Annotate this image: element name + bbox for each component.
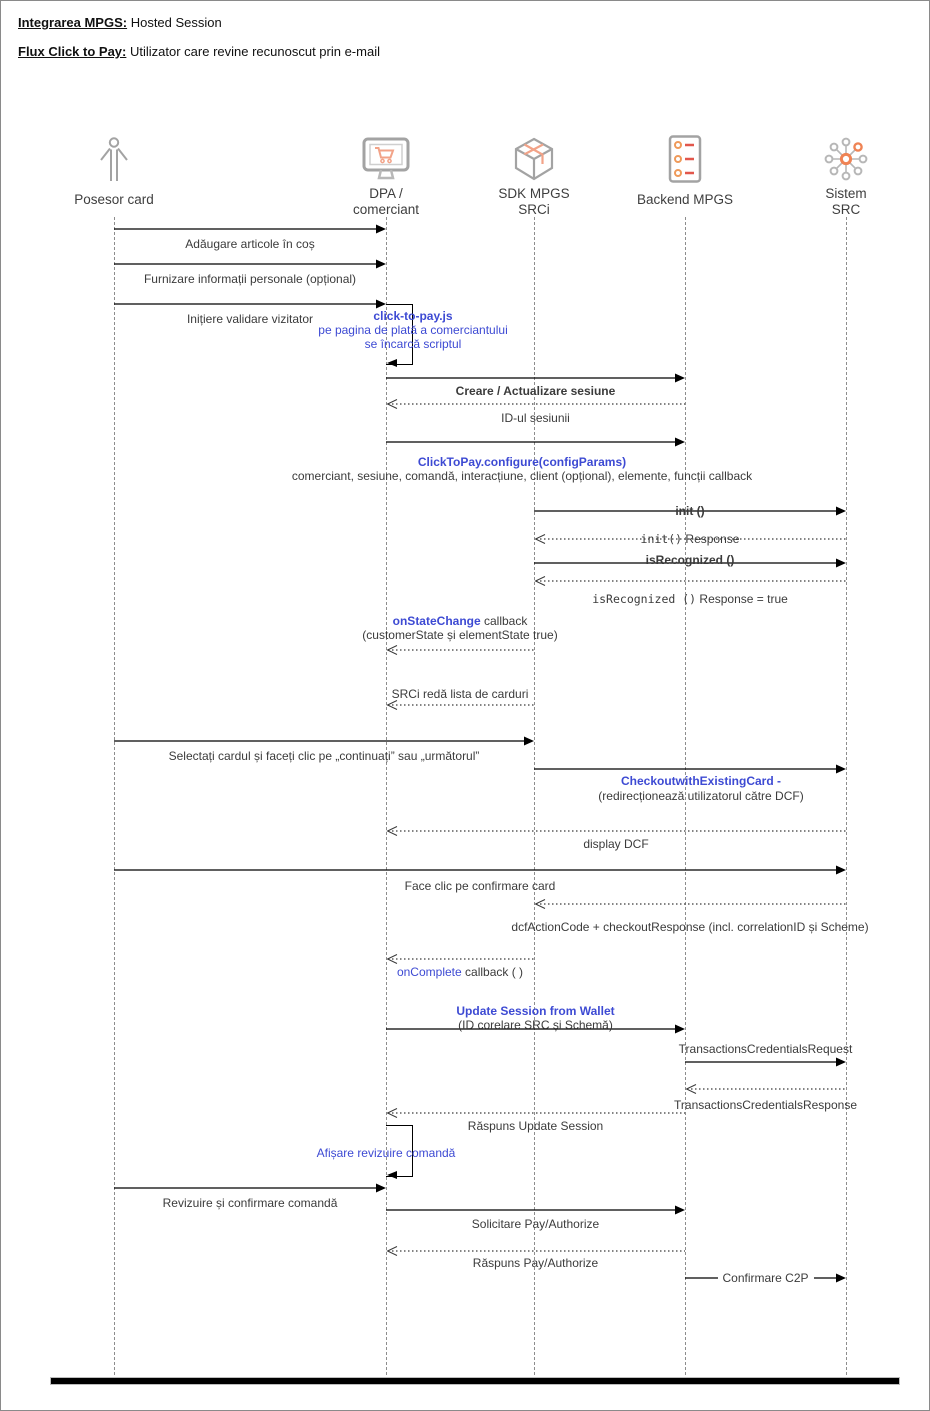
message-arrow (386, 1107, 685, 1119)
message-arrow (114, 735, 534, 747)
message-label (511, 920, 868, 934)
message-label (418, 455, 626, 469)
label-text: ClickToPay.configure(configParams) (417, 455, 627, 469)
call-arrow-icon (114, 735, 534, 747)
label-text: (redirecționează utilizatorul către DCF) (598, 789, 804, 803)
actor-backend (620, 133, 750, 208)
label-text: (customerState și elementState true) (362, 628, 558, 642)
message-label (641, 532, 740, 546)
self-message-arrowhead-icon (387, 359, 397, 367)
label-text: (ID corelare SRC și Schemă) (458, 1018, 613, 1032)
message-label (473, 1256, 598, 1270)
message-arrow (386, 1204, 685, 1216)
call-arrow-icon (685, 1056, 846, 1068)
message-label (362, 628, 557, 642)
label-text: callback (480, 614, 528, 628)
return-arrow-icon (534, 898, 846, 910)
label-text: SRCi redă lista de carduri (391, 687, 529, 701)
subtitle-label: Flux Click to Pay: (18, 44, 127, 59)
label-text: comerciant, sesiune, comandă, interacțiune, client (opțional), elemente, funcții callback (291, 469, 753, 483)
label-text: TransactionsCredentialsRequest (678, 1042, 853, 1056)
message-label (292, 469, 752, 483)
label-text: Adăugare articole în coș (185, 237, 315, 251)
monitor-cart-icon (321, 133, 451, 183)
person-icon (49, 133, 179, 183)
server-list-icon (620, 133, 750, 183)
message-label (185, 237, 314, 251)
message-arrow (386, 372, 685, 384)
label-text: isRecognized () (645, 553, 735, 567)
title-label: Integrarea MPGS: (18, 15, 128, 30)
message-arrow (685, 1083, 846, 1095)
return-arrow-icon (685, 1083, 846, 1095)
message-label (144, 272, 356, 286)
message-label (456, 1004, 614, 1018)
message-label (456, 384, 616, 398)
label-text: Face clic pe confirmare card (404, 879, 556, 893)
message-arrow (386, 436, 685, 448)
actor-label: Posesor card (74, 192, 154, 207)
message-label (458, 1018, 613, 1032)
actor-label: DPA / comerciant (352, 186, 420, 217)
actor-label: Backend MPGS (636, 192, 734, 207)
label-text: TransactionsCredentialsResponse (674, 1098, 857, 1112)
message-label (373, 309, 452, 323)
message-arrow (386, 953, 534, 965)
message-label (472, 1217, 599, 1231)
label-text: callback ( ) (461, 965, 524, 979)
message-arrow (534, 898, 846, 910)
actor-posesor (49, 133, 179, 208)
message-label (393, 614, 528, 628)
actor-src (781, 133, 911, 218)
label-text: Response = true (696, 592, 788, 606)
call-arrow-icon (386, 372, 685, 384)
call-arrow-icon (386, 436, 685, 448)
message-label (163, 1196, 338, 1210)
message-label (592, 592, 788, 606)
message-label (365, 337, 462, 351)
call-arrow-icon (114, 298, 386, 310)
label-text: Furnizare informații personale (opțional) (143, 272, 357, 286)
return-arrow-icon (534, 575, 846, 587)
message-arrow (114, 864, 846, 876)
package-icon (469, 133, 599, 183)
label-text: dcfActionCode + checkoutResponse (incl. correlationID și Scheme) (511, 920, 869, 934)
label-text: onStateChange (392, 614, 481, 628)
label-text: Solicitare Pay/Authorize (471, 1217, 600, 1231)
message-arrow (534, 575, 846, 587)
label-text: display DCF (583, 837, 649, 851)
message-arrow (114, 1182, 386, 1194)
message-label (621, 774, 781, 788)
message-label (317, 1146, 456, 1160)
lifeline-src (846, 217, 847, 1380)
label-text: init() (640, 532, 683, 546)
actor-label: Sistem SRC (825, 186, 867, 217)
message-label (501, 411, 570, 425)
return-arrow-icon (386, 953, 534, 965)
message-label (468, 1119, 603, 1133)
label-text: Confirmare C2P (722, 1271, 809, 1285)
message-arrow (685, 1056, 846, 1068)
label-text: isRecognized () (592, 592, 697, 606)
message-label (674, 1098, 857, 1112)
message-label (187, 312, 313, 326)
self-message-arrowhead-icon (387, 1171, 397, 1179)
message-label (397, 965, 523, 979)
message-label (392, 687, 529, 701)
message-arrow (114, 223, 386, 235)
label-text: click-to-pay.js (373, 309, 453, 323)
message-label (405, 879, 556, 893)
actor-sdk (469, 133, 599, 218)
label-text: se încarcă scriptul (364, 337, 462, 351)
message-label (717, 1271, 813, 1285)
call-arrow-icon (114, 223, 386, 235)
label-text: init () (675, 504, 705, 518)
message-arrow (386, 825, 846, 837)
title-value: Hosted Session (127, 15, 222, 30)
message-label (318, 323, 507, 337)
message-arrow (114, 298, 386, 310)
message-label (646, 553, 735, 567)
label-text: CheckoutwithExistingCard - (620, 774, 782, 788)
return-arrow-icon (386, 398, 685, 410)
call-arrow-icon (386, 1204, 685, 1216)
message-arrow (114, 258, 386, 270)
label-text: Răspuns Update Session (467, 1119, 604, 1133)
label-text: Response (682, 532, 740, 546)
label-text: Răspuns Pay/Authorize (472, 1256, 599, 1270)
message-arrow (386, 398, 685, 410)
return-arrow-icon (386, 825, 846, 837)
subtitle-value: Utilizator care revine recunoscut prin e-mail (126, 44, 380, 59)
actor-label: SDK MPGS SRCi (498, 186, 570, 217)
label-text: Revizuire și confirmare comandă (162, 1196, 338, 1210)
label-text: onComplete (396, 965, 462, 979)
label-text: ID-ul sesiunii (501, 411, 570, 425)
label-text: pe pagina de plată a comerciantului (318, 323, 508, 337)
network-icon (781, 133, 911, 183)
call-arrow-icon (114, 258, 386, 270)
message-label (679, 1042, 853, 1056)
label-text: Selectați cardul și faceți clic pe „continuați” sau „următorul” (168, 749, 480, 763)
call-arrow-icon (114, 1182, 386, 1194)
call-arrow-icon (114, 864, 846, 876)
message-label (169, 749, 480, 763)
message-label (583, 837, 648, 851)
label-text: Creare / Actualizare sesiune (455, 384, 616, 398)
label-text: Update Session from Wallet (456, 1004, 615, 1018)
diagram-stage (1, 1, 929, 1410)
diagram-baseline-bar (51, 1378, 899, 1384)
label-text: Inițiere validare vizitator (186, 312, 314, 326)
message-arrow (386, 644, 534, 656)
message-label (675, 504, 704, 518)
return-arrow-icon (386, 1107, 685, 1119)
return-arrow-icon (386, 644, 534, 656)
message-label (598, 789, 803, 803)
lifeline-posesor (114, 217, 115, 1380)
actor-dpa (321, 133, 451, 218)
label-text: Afișare revizuire comandă (316, 1146, 456, 1160)
